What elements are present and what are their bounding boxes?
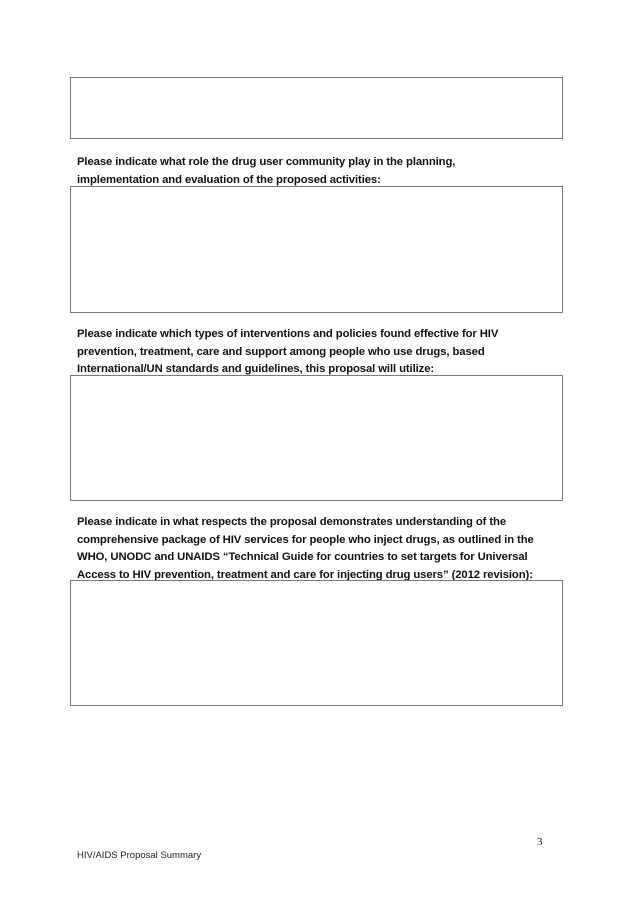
question-line: International/UN standards and guidelines, this proposal will utilize: xyxy=(77,363,435,375)
question-line: WHO, UNODC and UNAIDS “Technical Guide for countries to set targets for Universal xyxy=(77,551,528,563)
answer-box-interventions-policies[interactable] xyxy=(70,375,563,501)
question-line: Please indicate which types of interventions and policies found effective for HIV xyxy=(77,328,499,340)
answer-box-drug-user-community-role[interactable] xyxy=(70,186,563,313)
answer-box-1[interactable] xyxy=(70,77,563,139)
question-line: comprehensive package of HIV services for people who inject drugs, as outlined in the xyxy=(77,533,534,546)
page-number: 3 xyxy=(537,836,543,848)
question-line: Please indicate what role the drug user community play in the planning, xyxy=(77,156,456,168)
footer-title: HIV/AIDS Proposal Summary xyxy=(77,850,202,861)
question-drug-user-community-role xyxy=(77,154,557,189)
question-line: prevention, treatment, care and support among people who use drugs, based xyxy=(77,345,485,358)
question-line: implementation and evaluation of the proposed activities: xyxy=(77,173,381,186)
question-comprehensive-package xyxy=(77,514,557,584)
question-interventions-policies xyxy=(77,326,557,379)
question-line: Access to HIV prevention, treatment and care for injecting drug users” (2012 revision): xyxy=(77,568,533,581)
question-line: Please indicate in what respects the proposal demonstrates understanding of the xyxy=(77,516,507,528)
answer-box-comprehensive-package[interactable] xyxy=(70,580,563,706)
